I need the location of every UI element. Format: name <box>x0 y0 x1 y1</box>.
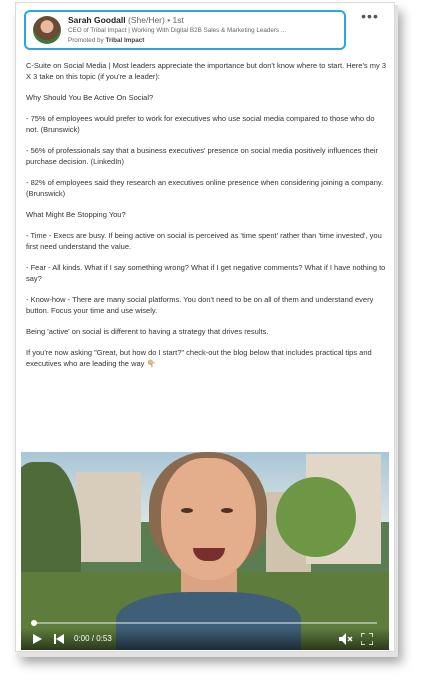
video-frame-tree <box>276 477 356 557</box>
post-paragraph: - Fear - All kinds. What if I say something wrong? What if I get negative comments? What if I have nothing to say? <box>26 263 386 283</box>
author-pronouns: (She/Her) <box>128 15 165 25</box>
promoted-by-org[interactable]: Tribal Impact <box>105 37 145 44</box>
post-paragraph: - 82% of employees said they research an executives online presence when considering joining a company. (Brunswick) <box>26 178 384 198</box>
video-frame-eye <box>221 508 233 513</box>
post-paragraph: - 56% of professionals say that a business executives' presence on social media positively influences their purchase decision. (LinkedIn) <box>26 146 379 166</box>
post-paragraph: Why Should You Be Active On Social? <box>26 93 154 102</box>
video-frame-building <box>76 472 141 562</box>
video-progress-bar[interactable] <box>33 622 377 624</box>
video-frame-face <box>161 458 256 580</box>
play-icon[interactable] <box>33 634 42 644</box>
video-player[interactable] <box>21 452 389 650</box>
promoted-prefix: Promoted by <box>68 37 106 44</box>
post-paragraph: What Might Be Stopping You? <box>26 210 126 219</box>
post-paragraph: - Know-how - There are many social platforms. You don't need to be on all of them and understand every button. Focus your time and use wisely. <box>26 295 374 315</box>
video-controls <box>21 628 389 650</box>
author-name[interactable]: Sarah Goodall <box>68 15 126 25</box>
more-options-button[interactable]: ••• <box>361 8 379 24</box>
post-author-header[interactable] <box>24 10 346 50</box>
video-progress-handle[interactable] <box>31 620 37 626</box>
fullscreen-icon[interactable] <box>361 633 373 645</box>
author-avatar[interactable] <box>33 16 61 44</box>
video-frame-eye <box>181 508 193 513</box>
post-body <box>26 60 388 379</box>
post-card <box>15 2 395 652</box>
promoted-label <box>68 37 144 44</box>
muted-speaker-icon[interactable] <box>339 633 353 645</box>
post-paragraph: C-Suite on Social Media | Most leaders appreciate the importance but don't know where to start. Here's my 3 X 3 take on this topic (if you're a leader): <box>26 61 386 81</box>
author-name-line[interactable] <box>68 15 184 25</box>
post-paragraph: - 75% of employees would prefer to work for executives who use social media compared to those who do not. (Brunswick) <box>26 114 375 134</box>
author-headline: CEO of Tribal Impact | Working With Digital B2B Sales & Marketing Leaders ... <box>68 27 287 34</box>
video-time: 0:00 / 0:53 <box>74 634 112 643</box>
skip-back-icon[interactable] <box>54 634 64 644</box>
post-paragraph: - Time - Execs are busy. If being active on social is perceived as 'time spent' rather than 'time invested', you first need understand the value. <box>26 231 382 251</box>
post-paragraph: If you're now asking "Great, but how do I start?" check-out the blog below that includes practical tips and executives who are leading the way 👇🏼 <box>26 348 372 368</box>
connection-degree: • 1st <box>167 15 184 25</box>
post-paragraph: Being 'active' on social is different to having a strategy that drives results. <box>26 327 269 336</box>
